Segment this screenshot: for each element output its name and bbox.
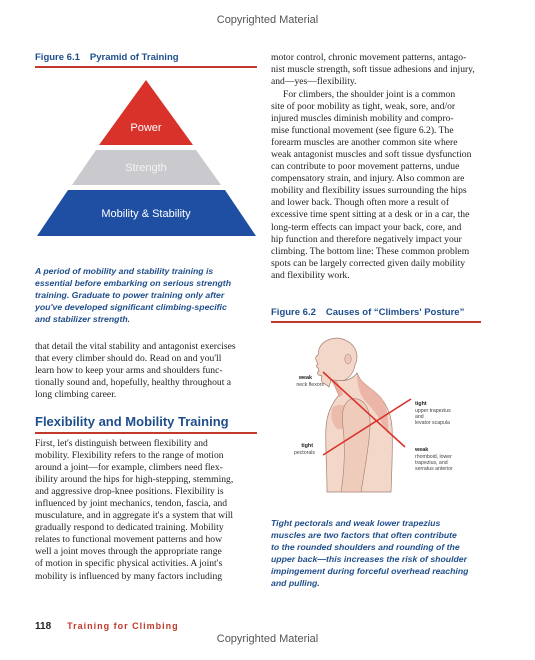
text-line: well a joint moves through the appropriate range: [35, 546, 222, 558]
watermark-top: Copyrighted Material: [216, 14, 319, 26]
caption-line: and stabilizer strength.: [35, 314, 131, 325]
pyramid-label-mobility: Mobility & Stability: [101, 208, 191, 220]
book-title: Training for Climbing: [67, 621, 179, 631]
figure-rule: [35, 66, 257, 68]
label-tight-pectorals: tight: [301, 443, 313, 449]
text-line: relates to functional movement patterns and how: [35, 534, 223, 546]
ear: [345, 354, 351, 364]
figure-6-2-caption: [271, 517, 484, 590]
figure-number: Figure 6.1: [35, 52, 80, 63]
training-pyramid: [35, 72, 257, 264]
page-footer: [35, 616, 179, 634]
figure-number: Figure 6.2: [271, 307, 316, 318]
text-line: long climbing career.: [35, 389, 117, 401]
text-line: and aggressive drop-knee positions. Flexibility is: [35, 486, 224, 498]
caption-line: impingement during forceful overhead reaching: [271, 566, 469, 577]
text-line: compensatory strain, and injury. Also common are: [271, 173, 465, 185]
text-line: that detail the vital stability and antagonist exercises: [35, 341, 236, 352]
text-line: influenced by joint mechanics, tendon, fascia, and: [35, 498, 228, 510]
text-line: excessive time spent sitting at a desk or in a car, the: [271, 209, 470, 221]
caption-line: upper back—this increases the risk of shoulder: [271, 554, 468, 565]
figure-6-2-label: [271, 307, 464, 318]
text-line: learn how to keep your arms and shoulders func-: [35, 365, 223, 377]
caption-line: muscles are two factors that often contribute: [271, 530, 457, 541]
text-line: injured muscles diminish mobility and compro-: [271, 113, 454, 125]
pyramid-label-power: Power: [130, 122, 162, 134]
text-line: and lower back. Though often more a result of: [271, 197, 450, 209]
text-line: can contribute to poor movement patterns, undue: [271, 161, 460, 173]
caption-line: Tight pectorals and weak lower trapezius: [271, 518, 441, 528]
text-line: long-term effects can impact your back, core, and: [271, 221, 462, 233]
label-upper-trapezius: upper trapezius: [415, 408, 451, 414]
label-pectorals: pectorals: [293, 450, 315, 456]
page-number: 118: [35, 621, 52, 632]
figure-title: Causes of “Climbers' Posture”: [325, 307, 465, 318]
label-tight-trapezius: tight: [415, 401, 427, 407]
left-continuation-paragraph: [35, 341, 260, 401]
text-line: mise functional movement (see figure 6.2). The: [271, 125, 454, 137]
label-and: and: [415, 414, 424, 420]
text-line: and—yes—flexibility.: [271, 76, 357, 88]
caption-line: you've developed significant climbing-specific: [35, 302, 227, 313]
right-paragraph-1: [271, 52, 484, 88]
text-line: spots can be largely corrected given daily mobility: [271, 257, 466, 269]
label-weak-back: weak: [415, 447, 429, 453]
label-neck-flexors: neck flexors: [296, 382, 324, 388]
caption-line: A period of mobility and stability training is: [35, 266, 214, 276]
text-line: of motion in specific physical activities. A joint's: [35, 558, 223, 570]
label-serratus-anterior: serratus anterior: [415, 466, 453, 472]
text-line: hip function and therefore negatively impact your: [271, 233, 462, 245]
text-line: mobility and flexibility issues surrounding the hips: [271, 185, 467, 197]
figure-6-1-label: [35, 52, 179, 63]
text-line: mobility. Flexibility refers to the range of motion: [35, 450, 224, 462]
text-line: For climbers, the shoulder joint is a common: [283, 89, 456, 100]
label-levator-scapula: levator scapula: [415, 420, 450, 426]
text-line: First, let's distinguish between flexibility and: [35, 438, 208, 449]
pyramid-label-strength: Strength: [125, 162, 167, 174]
caption-line: to the rounded shoulders and rounding of the: [271, 542, 460, 553]
text-line: mobility is influenced by many factors including: [35, 570, 223, 582]
pyramid-power-tier: [99, 80, 193, 145]
caption-line: training. Graduate to power training only after: [35, 290, 225, 301]
label-rhomboid: rhomboid, lower: [415, 454, 452, 460]
caption-line: essential before embarking on serious strength: [35, 278, 232, 289]
text-line: and flexibility work.: [271, 269, 350, 281]
figure-title: Pyramid of Training: [89, 52, 179, 63]
label-lower-trapezius: trapezius, and: [415, 460, 448, 466]
text-line: motor control, chronic movement patterns, antago-: [271, 52, 467, 63]
text-line: around a joint—for example, climbers need flex-: [35, 462, 223, 474]
section-rule: [35, 432, 257, 434]
text-line: tionally sound and, hopefully, healthy throughout a: [35, 377, 232, 389]
caption-line: and pulling.: [271, 578, 320, 589]
label-weak-neck: weak: [298, 375, 312, 381]
text-line: forearm muscles are another common site where: [271, 137, 458, 149]
text-line: that every climber should do. Read on and you'll: [35, 353, 222, 365]
text-line: gradually respond to dedicated training. Mobility: [35, 522, 224, 534]
section-heading: Flexibility and Mobility Training: [35, 414, 229, 429]
figure-6-1-caption: [35, 265, 260, 325]
figure-rule: [271, 321, 481, 323]
text-line: nist muscle strength, soft tissue adhesions and injury,: [271, 64, 475, 76]
watermark-bottom: Copyrighted Material: [216, 633, 319, 645]
text-line: site of poor mobility as tight, weak, sore, and/or: [271, 101, 456, 113]
right-paragraph-2: [271, 89, 484, 282]
text-line: musculature, and in aggregate it's a system that will: [35, 510, 234, 522]
text-line: ibility around the hips for high-stepping, stemming,: [35, 474, 234, 486]
text-line: weak antagonist muscles and soft tissue dysfunction: [271, 149, 472, 161]
left-body-paragraph: [35, 438, 260, 583]
posture-illustration: [271, 327, 485, 509]
text-line: climbing. The bottom line: These common problem: [271, 245, 470, 257]
